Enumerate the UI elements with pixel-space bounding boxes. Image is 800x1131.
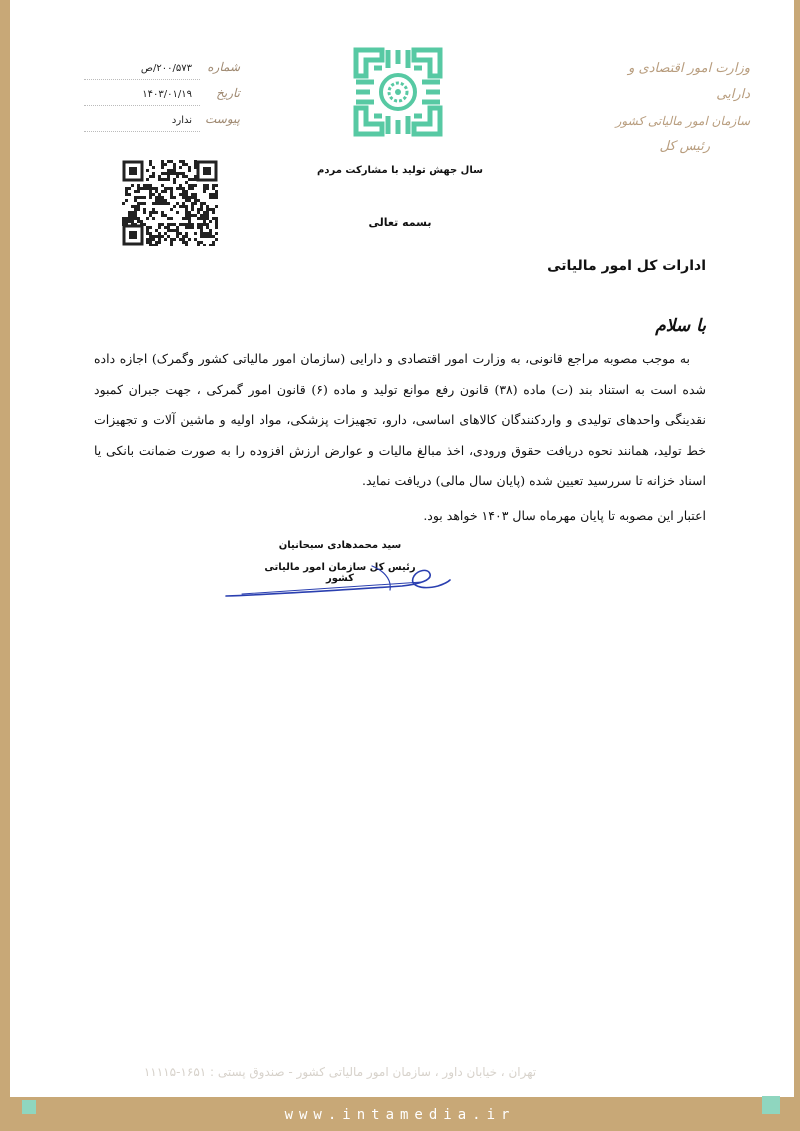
greeting: با سلام	[655, 316, 706, 336]
letter-body	[94, 344, 706, 497]
date-dotted-line	[84, 105, 200, 106]
signatory-title: رئیس کل سازمان امور مالیاتی کشور	[264, 562, 416, 584]
tax-organization-logo	[352, 46, 444, 138]
office-title: رئیس کل	[659, 139, 710, 154]
organization-name: سازمان امور مالیاتی کشور	[615, 114, 750, 128]
number-dotted-line	[84, 79, 200, 80]
year-slogan: سال جهش تولید با مشارکت مردم	[317, 165, 483, 176]
attachment-dotted-line	[84, 131, 200, 132]
left-frame-border	[0, 0, 10, 1131]
letter-meta	[84, 60, 240, 138]
number-value: ۲۰۰/۵۷۳/ص	[140, 63, 192, 74]
number-row	[84, 60, 240, 80]
right-frame-border	[794, 0, 800, 1131]
footer-address: تهران ، خیابان داور ، سازمان امور مالیاتی کشور - صندوق پستی : ۱۶۵۱-۱۱۱۱۵	[143, 1065, 537, 1079]
recipient: ادارات کل امور مالیاتی	[547, 258, 706, 274]
ministry-name: وزارت امور اقتصادی و دارایی	[628, 61, 750, 102]
ministry-header	[600, 56, 750, 160]
validity-note: اعتبار این مصوبه تا پایان مهرماه سال ۱۴۰۳ خواهد بود.	[423, 508, 706, 523]
qr-code	[122, 160, 218, 246]
attachment-label: پیوست	[205, 112, 240, 126]
attachment-row	[84, 112, 240, 132]
number-label: شماره	[207, 60, 240, 74]
website-watermark: www.intamedia.ir	[284, 1107, 516, 1123]
attachment-value: ندارد	[171, 115, 192, 126]
handwritten-signature	[222, 560, 452, 604]
date-row	[84, 86, 240, 106]
body-paragraph: به موجب مصوبه مراجع قانونی، به وزارت امور اقتصادی و دارایی (سازمان امور مالیاتی کشور وگمرک) اجازه داده شده است به استناد بند (ت) ماده (۳۸) قانون رفع موانع تولید و ماده (۶) قانون امور گمرکی ، جهت جبران کمبود نقدینگی واحدهای تولیدی و واردکنندگان کالاهای اساسی، دارو، تجهیزات پزشکی، مواد اولیه و ماشین آلات و تجهیزات خط تولید، همانند نحوه دریافت حقوق ورودی، اخذ مبالغ مالیات و عوارض ارزش افزوده را به صورت ضمانت بانکی یا اسناد خزانه تا سررسید تعیین شده (پایان سال مالی) دریافت نماید.	[94, 351, 706, 489]
signatory-name: سید محمدهادی سبحانیان	[278, 540, 402, 551]
date-label: تاریخ	[216, 86, 240, 100]
basmala: بسمه تعالی	[368, 216, 432, 229]
date-value: ۱۴۰۳/۰۱/۱۹	[142, 89, 192, 100]
